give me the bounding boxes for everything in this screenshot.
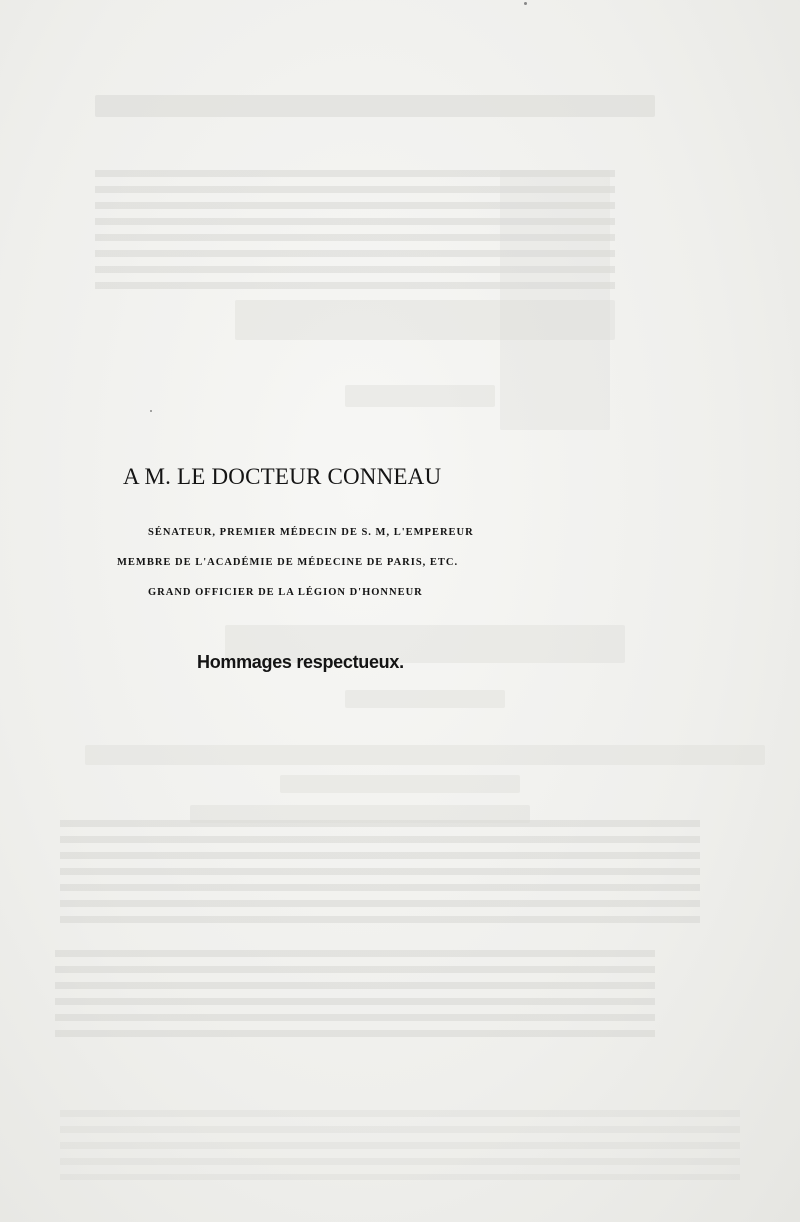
bleed-through-texture	[60, 1110, 740, 1180]
bleed-through-mark	[190, 805, 530, 823]
bleed-through-texture	[60, 820, 700, 930]
bleed-through-texture	[55, 950, 655, 1040]
dedication-title: A M. LE DOCTEUR CONNEAU	[123, 464, 442, 489]
dedication-line-senator: SÉNATEUR, PREMIER MÉDECIN DE S. M, L'EMPEREUR	[148, 527, 474, 538]
bleed-through-mark	[280, 775, 520, 793]
dedication-line-legion: GRAND OFFICIER DE LA LÉGION D'HONNEUR	[148, 587, 423, 598]
bleed-through-mark	[500, 170, 610, 430]
dedication-line-academy: MEMBRE DE L'ACADÉMIE DE MÉDECINE DE PARIS, ETC.	[117, 557, 459, 568]
bleed-through-mark	[85, 745, 765, 765]
bleed-through-mark	[345, 690, 505, 708]
speck	[150, 410, 152, 412]
dedication-closing: Hommages respectueux.	[197, 652, 404, 672]
bleed-through-mark	[95, 95, 655, 117]
bleed-through-mark	[345, 385, 495, 407]
speck	[524, 2, 527, 5]
